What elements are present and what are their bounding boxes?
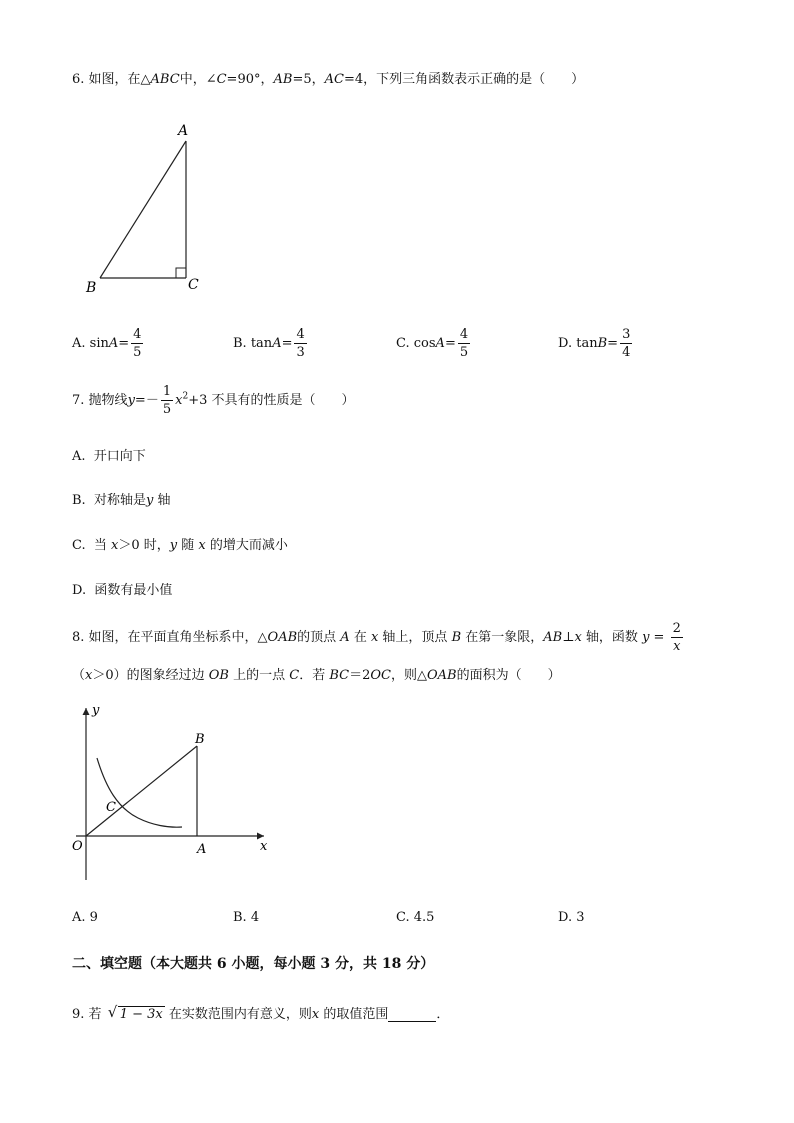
q7-option-c[interactable]: [72, 534, 288, 553]
q6-stem-text: =90°，: [226, 72, 274, 87]
denominator: 5: [162, 402, 172, 417]
label-b: B: [86, 280, 97, 296]
equals: =: [118, 336, 130, 351]
q8-text: （: [72, 668, 86, 683]
trig-func: tan: [250, 336, 273, 351]
q6-option-c[interactable]: [396, 328, 472, 359]
option-text: 函数有最小值: [94, 583, 173, 598]
denominator: 3: [296, 345, 305, 360]
q6-stem-text: 中，∠: [179, 72, 217, 87]
triangle-side-ab: [100, 141, 186, 278]
var: C: [289, 668, 300, 683]
trig-var: A: [108, 336, 119, 351]
answer-blank[interactable]: [388, 1009, 436, 1022]
trig-func: sin: [89, 336, 109, 351]
q6-var: AC: [324, 72, 344, 87]
q8-text: ．若: [299, 668, 330, 683]
var: x: [370, 630, 379, 645]
var-x: x: [311, 1007, 320, 1022]
equals: =: [444, 336, 456, 351]
sqrt-symbol: √: [107, 1003, 118, 1021]
numerator: 4: [459, 327, 469, 342]
label-b: B: [195, 732, 205, 747]
option-text: 的增大而减小: [205, 538, 288, 553]
denominator: 4: [622, 345, 631, 360]
trig-var: A: [435, 336, 445, 351]
exponent: 2: [182, 391, 189, 402]
var-y: y: [127, 393, 135, 408]
q8-option-b[interactable]: [233, 910, 259, 925]
option-value: 3: [576, 910, 585, 925]
var: OAB: [267, 630, 298, 645]
equals: =: [649, 630, 669, 645]
denominator: 5: [133, 345, 142, 360]
q9-text: 在实数范围内有意义，则: [164, 1007, 312, 1022]
option-text: 对称轴是: [93, 493, 146, 508]
q8-option-a[interactable]: [72, 910, 98, 925]
q6-stem-text: =4，下列三角函数表示正确的是（ ）: [343, 72, 585, 87]
trig-func: tan: [576, 336, 598, 351]
q8-coordinate-figure: [68, 700, 278, 885]
q8-text: 在第一象限，: [461, 630, 544, 645]
label-c: C: [106, 800, 116, 815]
equals: =: [607, 336, 619, 351]
q8-option-d[interactable]: [558, 910, 585, 925]
q9-number: 9.: [72, 1007, 85, 1022]
fraction: [671, 622, 683, 653]
q9-stem: [72, 1003, 449, 1022]
option-text: 随: [177, 538, 199, 553]
q8-text: 轴上，顶点: [378, 630, 452, 645]
trig-func: cos: [413, 336, 436, 351]
sqrt-expression: [107, 1003, 165, 1022]
option-letter: B.: [233, 910, 247, 925]
label-a: A: [197, 842, 207, 857]
q7-number: 7.: [72, 393, 85, 408]
q6-stem-text: =5，: [292, 72, 325, 87]
option-text: 轴: [153, 493, 171, 508]
option-letter: C.: [72, 538, 86, 553]
q7-option-a[interactable]: [72, 445, 146, 464]
label-x: x: [260, 839, 268, 854]
option-letter: A.: [72, 910, 86, 925]
equals: =: [281, 336, 293, 351]
q8-text: ＝2: [349, 668, 371, 683]
var: AB: [543, 630, 563, 645]
q6-number: 6.: [72, 72, 85, 87]
denominator: 5: [459, 345, 469, 360]
label-o: O: [72, 839, 83, 854]
q6-stem-text: 如图，在△: [88, 72, 151, 87]
option-value: 9: [89, 910, 98, 925]
q7-option-d[interactable]: [72, 579, 172, 598]
fraction: [294, 328, 306, 359]
fraction: [620, 328, 632, 359]
var-x: x: [198, 538, 206, 553]
label-c: C: [188, 277, 199, 293]
option-value: 4.5: [413, 910, 435, 925]
q7-stem: [72, 385, 354, 416]
numerator: 3: [622, 327, 631, 342]
var-y: y: [145, 493, 154, 508]
trig-var: B: [597, 336, 608, 351]
var: x: [85, 668, 93, 683]
option-text: 开口向下: [93, 449, 146, 464]
section-title: 二、填空题（本大题共 6 小题，每小题 3 分，共 18 分）: [72, 956, 435, 972]
fraction: [458, 328, 470, 359]
option-letter: B.: [72, 493, 86, 508]
q6-option-b[interactable]: [233, 328, 309, 359]
q7-stem-text: +3 不具有的性质是（ ）: [188, 393, 355, 408]
q8-text: 上的一点: [228, 668, 290, 683]
option-letter: A.: [72, 336, 86, 351]
numerator: 1: [162, 384, 172, 399]
option-value: 4: [250, 910, 260, 925]
q6-triangle-figure: [80, 118, 220, 298]
right-angle-mark: [176, 268, 186, 278]
option-letter: D.: [558, 336, 573, 351]
var: BC: [329, 668, 350, 683]
fraction: [131, 328, 143, 359]
q8-stem-line1: [72, 622, 685, 653]
segment-ob: [86, 746, 197, 836]
var: y: [642, 630, 650, 645]
q6-option-a[interactable]: [72, 328, 145, 359]
numerator: 4: [296, 327, 305, 342]
q6-var: ABC: [150, 72, 180, 87]
var: OAB: [426, 668, 457, 683]
label-a: A: [178, 123, 189, 139]
q8-text: 的面积为（ ）: [456, 668, 561, 683]
q6-stem: [72, 68, 584, 87]
q6-var: C: [216, 72, 227, 87]
var: A: [340, 630, 350, 645]
q8-text: ，则△: [390, 668, 427, 683]
q8-text: 轴，函数: [581, 630, 643, 645]
q8-text: 在: [349, 630, 371, 645]
numerator: 4: [133, 327, 142, 342]
q9-text: 的取值范围: [319, 1007, 389, 1022]
q7-option-b[interactable]: [72, 489, 170, 508]
var: OB: [208, 668, 229, 683]
q9-text: ．: [436, 1007, 450, 1022]
q8-number: 8.: [72, 630, 85, 645]
var: B: [451, 630, 462, 645]
denominator: x: [673, 639, 681, 654]
option-letter: B.: [233, 336, 247, 351]
q8-text: 如图，在平面直角坐标系中，△: [88, 630, 268, 645]
radicand: 1 − 3x: [119, 1007, 163, 1022]
option-letter: C.: [396, 336, 410, 351]
q9-text: 若: [88, 1007, 106, 1022]
var-x: x: [175, 393, 183, 408]
option-letter: C.: [396, 910, 410, 925]
q8-text: 的顶点: [297, 630, 341, 645]
var-y: y: [169, 538, 178, 553]
q6-option-d[interactable]: [558, 328, 634, 359]
label-y: y: [92, 703, 100, 718]
option-letter: D.: [72, 583, 87, 598]
fraction: [161, 385, 173, 416]
q8-text: ＞0）的图象经过边: [92, 668, 209, 683]
perp-symbol: ⊥: [562, 630, 575, 645]
option-text: 当: [93, 538, 112, 553]
q6-var: AB: [273, 72, 293, 87]
q7-stem-text: 抛物线: [88, 393, 128, 408]
q8-stem-line2: [72, 664, 561, 683]
option-letter: D.: [558, 910, 573, 925]
option-text: ＞0 时，: [118, 538, 170, 553]
q8-option-c[interactable]: [396, 910, 434, 925]
var: x: [574, 630, 582, 645]
var: OC: [370, 668, 391, 683]
numerator: 2: [672, 621, 681, 636]
option-letter: A.: [72, 449, 86, 464]
equals-minus: =－: [134, 393, 159, 408]
var-x: x: [111, 538, 119, 553]
trig-var: A: [272, 336, 282, 351]
